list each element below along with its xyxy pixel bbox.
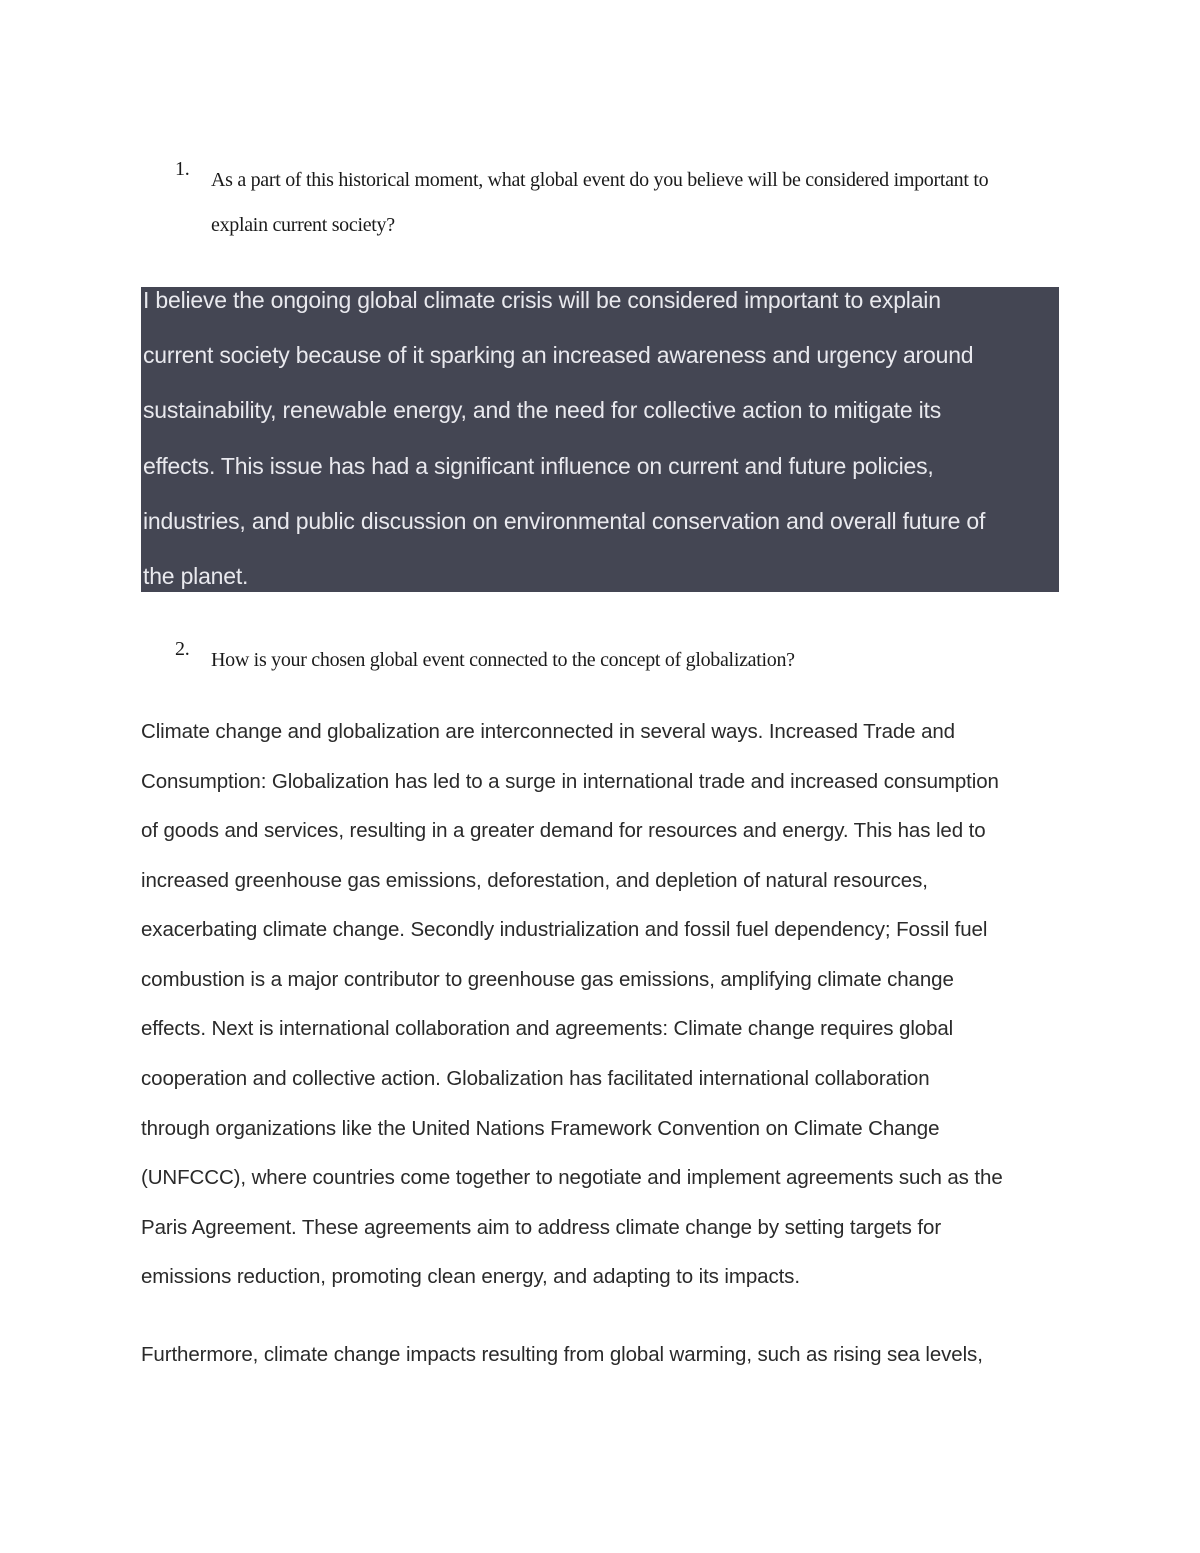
paragraph-line: Consumption: Globalization has led to a surge in international trade and increased consumption (141, 770, 999, 793)
answer-line: current society because of it sparking an increased awareness and urgency around (143, 342, 974, 368)
paragraph-line: through organizations like the United Nations Framework Convention on Climate Change (141, 1117, 940, 1140)
paragraph-line: exacerbating climate change. Secondly industrialization and fossil fuel dependency; Fossil fuel (141, 918, 988, 941)
question-line: How is your chosen global event connected to the concept of globalization? (211, 649, 795, 671)
paragraph-line: combustion is a major contributor to greenhouse gas emissions, amplifying climate change (141, 968, 954, 991)
paragraph-line: emissions reduction, promoting clean energy, and adapting to its impacts. (141, 1265, 800, 1288)
paragraph-line: of goods and services, resulting in a greater demand for resources and energy. This has led to (141, 819, 986, 842)
paragraph-line: Furthermore, climate change impacts resulting from global warming, such as rising sea levels, (141, 1343, 983, 1366)
question-line: As a part of this historical moment, what global event do you believe will be considered important to (211, 169, 989, 191)
question-line: explain current society? (211, 214, 395, 236)
answer-line: effects. This issue has had a significant influence on current and future policies, (143, 453, 934, 479)
paragraph-line: increased greenhouse gas emissions, deforestation, and depletion of natural resources, (141, 869, 928, 892)
answer-line: the planet. (143, 563, 249, 589)
answer-1-highlighted-block (141, 287, 1059, 592)
paragraph-line: Climate change and globalization are interconnected in several ways. Increased Trade and (141, 720, 955, 743)
paragraph-line: (UNFCCC), where countries come together to negotiate and implement agreements such as the (141, 1166, 1003, 1189)
paragraph-line: effects. Next is international collaboration and agreements: Climate change requires global (141, 1017, 954, 1040)
question-number: 1. (175, 158, 190, 180)
question-text (211, 158, 1031, 248)
answer-line: I believe the ongoing global climate crisis will be considered important to explain (143, 287, 941, 313)
answer-line: industries, and public discussion on environmental conservation and overall future of (143, 508, 986, 534)
paragraph-line: Paris Agreement. These agreements aim to address climate change by setting targets for (141, 1216, 942, 1239)
answer-line: sustainability, renewable energy, and the need for collective action to mitigate its (143, 397, 942, 423)
paragraph-line: cooperation and collective action. Globalization has facilitated international collaboration (141, 1067, 930, 1090)
question-text (211, 638, 1031, 683)
question-number: 2. (175, 638, 190, 660)
